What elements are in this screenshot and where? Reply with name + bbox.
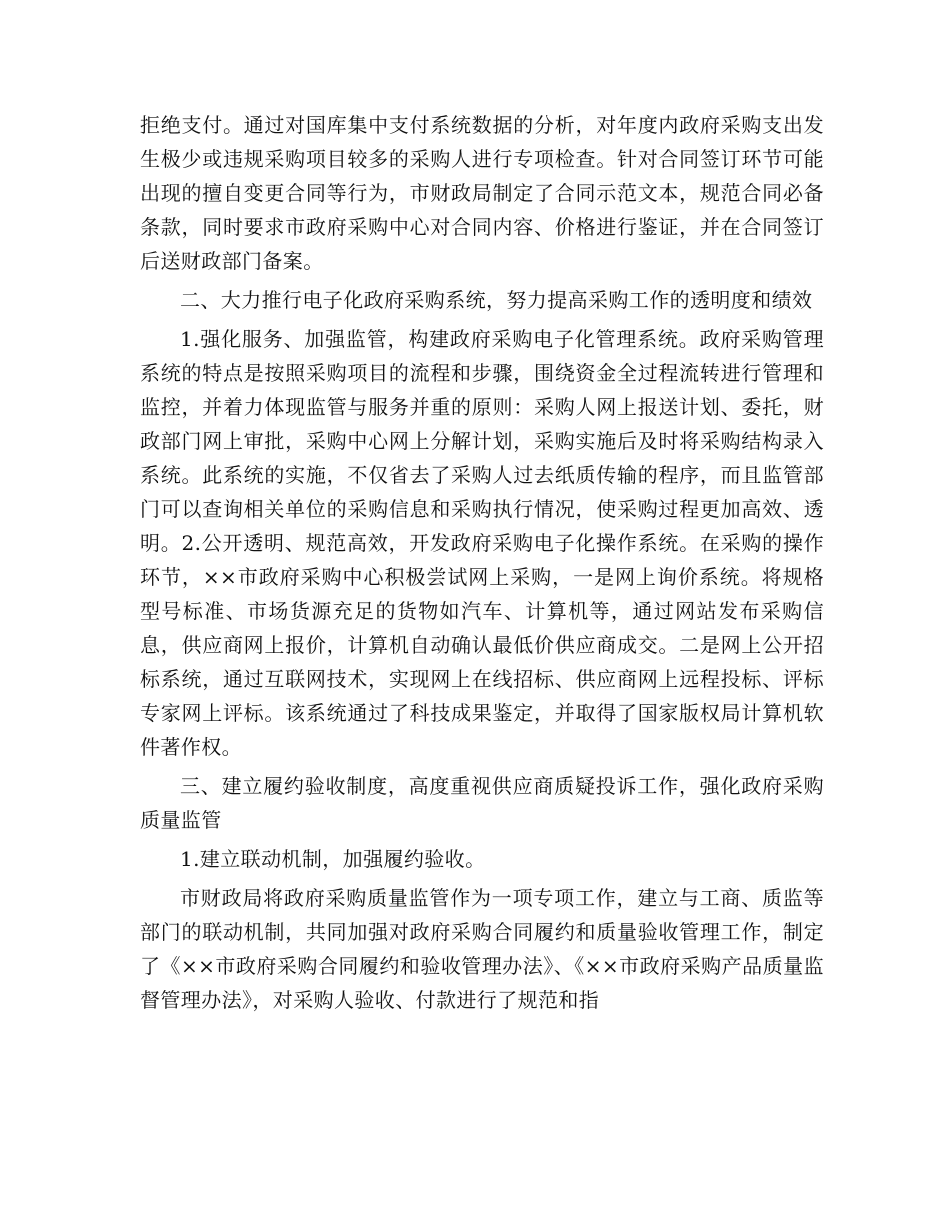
subheading-linkage-mechanism: 1.建立联动机制，加强履约验收。 <box>180 847 486 871</box>
paragraph-e-procurement-system: 1.强化服务、加强监管，构建政府采购电子化管理系统。政府采购管理系统的特点是按照采购项目的流程和步骤，围绕资金全过程流转进行管理和监控，并着力体现监管与服务并重的原则：采购人网上报送计划、委托，财政部门网上审批，采购中心网上分解计划，采购实施后及时将采购结构录入系统。此系统的实施，不仅省去了采购人过去纸质传输的程序，而且监管部门可以查询相关单位的采购信息和采购执行情况，使采购过程更加高效、透明。2.公开透明、规范高效，开发政府采购电子化操作系统。在采购的操作环节，××市政府采购中心积极尝试网上采购，一是网上询价系统。将规格型号标准、市场货源充足的货物如汽车、计算机等，通过网站发布采购信息，供应商网上报价，计算机自动确认最低价供应商成交。二是网上公开招标系统，通过互联网技术，实现网上在线招标、供应商网上远程投标、评标专家网上评标。该系统通过了科技成果鉴定，并取得了国家版权局计算机软件著作权。 <box>140 327 824 759</box>
paragraph-payment-check: 拒绝支付。通过对国库集中支付系统数据的分析，对年度内政府采购支出发生极少或违规采购项目较多的采购人进行专项检查。针对合同签订环节可能出现的擅自变更合同等行为，市财政局制定了合同示范文本，规范合同必备条款，同时要求市政府采购中心对合同内容、价格进行鉴证，并在合同签订后送财政部门备案。 <box>140 113 824 273</box>
section-heading-e-procurement: 二、大力推行电子化政府采购系统，努力提高采购工作的透明度和绩效 <box>180 288 813 312</box>
document-body <box>140 108 824 1017</box>
paragraph-quality-supervision: 市财政局将政府采购质量监管作为一项专项工作，建立与工商、质监等部门的联动机制，共同加强对政府采购合同履约和质量验收管理工作，制定了《××市政府采购合同履约和验收管理办法》、《××市政府采购产品质量监督管理办法》，对采购人验收、付款进行了规范和指 <box>140 886 824 1012</box>
section-heading-contract-acceptance: 三、建立履约验收制度，高度重视供应商质疑投诉工作，强化政府采购质量监管 <box>140 774 824 832</box>
